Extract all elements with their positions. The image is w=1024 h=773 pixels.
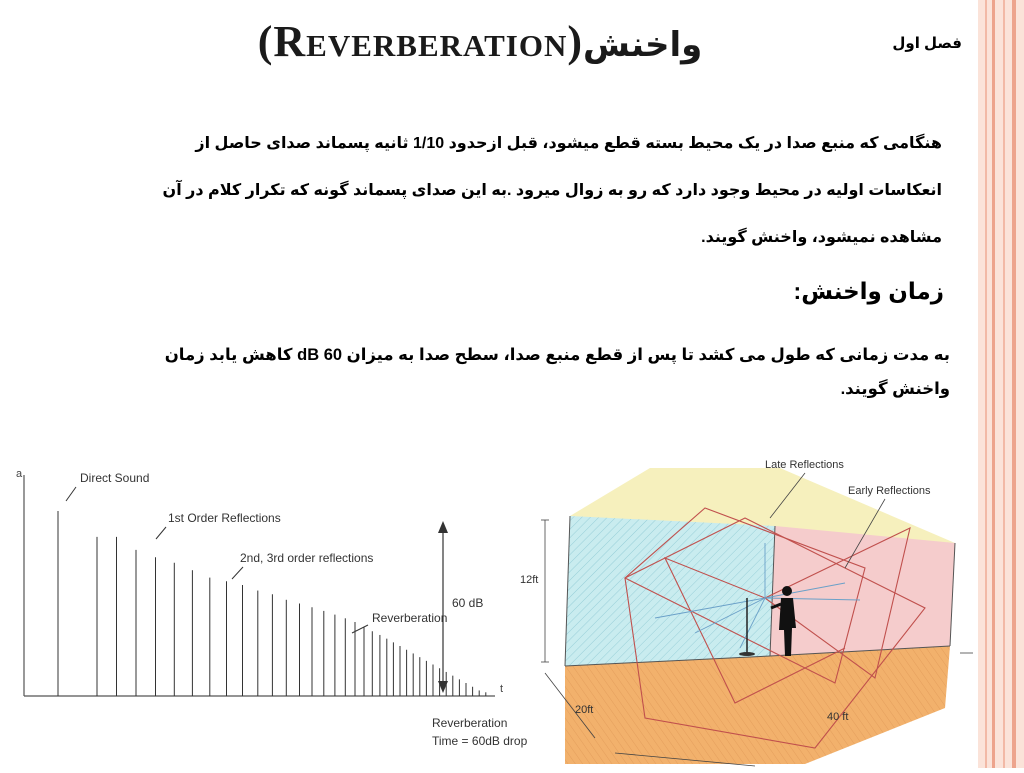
slide-title <box>200 12 760 72</box>
paragraph-line: هنگامی که منبع صدا در یک محیط بسته قطع میشود، قبل ازحدود 1/10 ثانیه پسماند صدای حاصل از <box>195 135 942 152</box>
echogram-figure <box>0 455 530 768</box>
depth-label: 20ft <box>575 704 594 716</box>
paragraph-line: به مدت زمانی که طول می کشد تا پس از قطع منبع صدا، سطح صدا به میزان dB 60 کاهش یابد زمان <box>164 346 950 364</box>
db-range-label: 60 dB <box>452 596 484 610</box>
paragraph-line: انعکاسات اولیه در محیط وجود دارد که رو به زوال میرود .به این صدای پسماند گونه که تکرار کلام در آن <box>162 182 942 199</box>
title-english: (Reverberation) <box>257 17 584 66</box>
floor-hatch <box>565 646 950 764</box>
border-stripe <box>992 0 995 768</box>
title-persian: واخنش <box>583 25 703 65</box>
reverberation-label: Reverberation <box>372 611 448 625</box>
arrow-head-up <box>438 521 448 533</box>
pulse-group <box>58 511 486 696</box>
direct-sound-label: Direct Sound <box>80 471 150 485</box>
first-order-pointer <box>156 527 166 539</box>
caption-line-1: Reverberation <box>432 716 508 730</box>
room-svg <box>515 448 978 768</box>
second-third-pointer <box>232 567 243 579</box>
x-axis-label: t <box>500 683 504 695</box>
definition-paragraph <box>50 120 942 261</box>
late-reflections-label: Late Reflections <box>765 459 844 471</box>
width-label: 40 ft <box>827 711 849 723</box>
border-stripe <box>1003 0 1005 768</box>
y-axis-label: a <box>16 468 23 480</box>
second-third-label: 2nd, 3rd order reflections <box>240 551 374 565</box>
border-stripe <box>1012 0 1016 768</box>
paragraph-line: مشاهده نمیشود، واخنش گویند. <box>701 229 942 246</box>
reverberation-pointer <box>352 625 368 633</box>
back-wall <box>770 526 955 656</box>
direct-sound-pointer <box>66 487 76 501</box>
echogram-svg <box>0 455 530 768</box>
room-figure <box>515 448 978 768</box>
border-stripe <box>985 0 987 768</box>
caption-line-2: Time = 60dB drop <box>432 734 528 748</box>
early-reflections-label: Early Reflections <box>848 485 931 497</box>
first-order-label: 1st Order Reflections <box>168 511 281 525</box>
chapter-label: فصل اول <box>892 35 962 52</box>
rt60-paragraph <box>90 338 950 406</box>
section-heading: زمان واخنش: <box>793 278 944 304</box>
height-label: 12ft <box>520 574 539 586</box>
paragraph-line: واخنش گویند. <box>840 380 950 398</box>
